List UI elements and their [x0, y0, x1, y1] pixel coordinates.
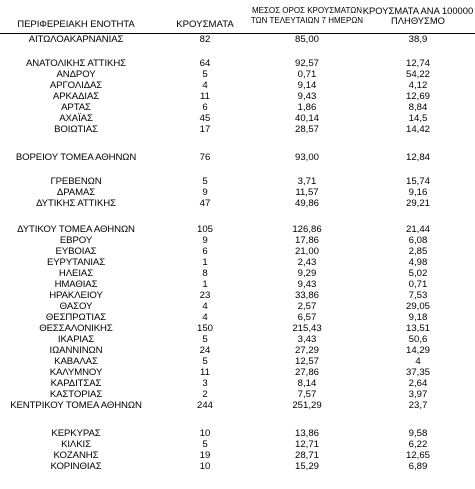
cell-region: ΘΕΣΠΡΩΤΙΑΣ: [45, 312, 107, 323]
table-row: [0, 378, 475, 389]
cell-region: ΚΟΖΑΝΗΣ: [53, 450, 99, 461]
cell-avg7: 28,57: [294, 124, 319, 135]
cell-per100k: 37,35: [405, 367, 430, 378]
table-row: [0, 428, 475, 439]
table-row: [0, 152, 475, 163]
cell-cases: 11: [200, 367, 210, 378]
cell-avg7: 9,14: [297, 80, 317, 91]
table-row: [0, 279, 475, 290]
table-row: [0, 124, 475, 135]
table-row: [0, 334, 475, 345]
table-row: [0, 257, 475, 268]
cell-region: ΑΡΚΑΔΙΑΣ: [52, 91, 100, 102]
cell-avg7: 9,29: [297, 268, 317, 279]
cell-cases: 1: [202, 257, 208, 268]
cell-avg7: 7,57: [297, 389, 317, 400]
header-cases: ΚΡΟΥΣΜΑΤΑ: [176, 19, 234, 30]
cell-region: ΑΙΤΩΛΟΑΚΑΡΝΑΝΙΑΣ: [28, 34, 124, 45]
cell-cases: 76: [199, 152, 211, 163]
cell-per100k: 29,05: [405, 301, 430, 312]
table-row: [0, 439, 475, 450]
cell-per100k: 6,89: [408, 461, 428, 472]
cell-per100k: 21,44: [405, 224, 430, 235]
table-row: [0, 268, 475, 279]
cell-per100k: 23,7: [408, 400, 428, 411]
cell-avg7: 9,43: [297, 279, 317, 290]
table-row: [0, 235, 475, 246]
cell-cases: 4: [202, 80, 208, 91]
cell-avg7: 49,86: [294, 198, 319, 209]
cell-avg7: 215,43: [292, 323, 322, 334]
cell-cases: 10: [199, 428, 211, 439]
cell-cases: 24: [199, 345, 211, 356]
cell-region: ΚΑΣΤΟΡΙΑΣ: [49, 389, 103, 400]
cell-avg7: 92,57: [294, 58, 319, 69]
cell-cases: 5: [202, 356, 208, 367]
cell-cases: 4: [202, 312, 208, 323]
cell-per100k: 4,98: [408, 257, 428, 268]
cell-cases: 105: [196, 224, 213, 235]
cell-per100k: 29,21: [405, 198, 430, 209]
cell-region: ΗΜΑΘΙΑΣ: [54, 279, 98, 290]
cell-avg7: 2,43: [297, 257, 317, 268]
cell-region: ΗΡΑΚΛΕΙΟΥ: [49, 290, 103, 301]
cell-avg7: 2,57: [297, 301, 317, 312]
table-row: [0, 290, 475, 301]
cell-cases: 82: [199, 34, 211, 45]
cell-avg7: 0,71: [297, 69, 317, 80]
table-row: [0, 113, 475, 124]
cell-region: ΑΝΑΤΟΛΙΚΗΣ ΑΤΤΙΚΗΣ: [26, 58, 126, 69]
cell-avg7: 8,14: [297, 378, 317, 389]
cell-avg7: 12,71: [294, 439, 319, 450]
cell-per100k: 12,74: [405, 58, 430, 69]
cell-avg7: 9,43: [297, 91, 317, 102]
cell-region: ΚΕΡΚΥΡΑΣ: [51, 428, 101, 439]
cell-per100k: 5,02: [408, 268, 428, 279]
cell-cases: 9: [202, 187, 208, 198]
cell-cases: 5: [202, 69, 208, 80]
cell-region: ΑΡΤΑΣ: [61, 102, 91, 113]
cell-avg7: 6,57: [297, 312, 317, 323]
header-avg7: ΜΕΣΟΣ ΟΡΟΣ ΚΡΟΥΣΜΑΤΩΝ ΤΩΝ ΤΕΛΕΥΤΑΙΩΝ 7 ΗΜΕΡΩΝ: [250, 6, 364, 25]
cell-per100k: 7,53: [408, 290, 428, 301]
cell-cases: 17: [199, 124, 211, 135]
cell-per100k: 6,08: [408, 235, 428, 246]
cell-region: ΚΑΒΑΛΑΣ: [54, 356, 98, 367]
table-row: [0, 301, 475, 312]
cell-cases: 150: [196, 323, 213, 334]
cell-per100k: 12,65: [405, 450, 430, 461]
cell-region: ΔΥΤΙΚΟΥ ΤΟΜΕΑ ΑΘΗΝΩΝ: [17, 224, 135, 235]
table-row: [0, 356, 475, 367]
cell-per100k: 15,74: [405, 176, 430, 187]
cell-per100k: 4: [415, 356, 421, 367]
cell-per100k: 2,64: [408, 378, 428, 389]
table-header: [0, 0, 475, 32]
cell-avg7: 33,86: [294, 290, 319, 301]
cell-region: ΑΝΔΡΟΥ: [56, 69, 96, 80]
table-row: [0, 323, 475, 334]
cell-per100k: 14,5: [408, 113, 428, 124]
cell-cases: 3: [202, 378, 208, 389]
cell-avg7: 3,71: [297, 176, 317, 187]
cell-cases: 10: [199, 461, 211, 472]
table-row: [0, 91, 475, 102]
cell-per100k: 9,58: [408, 428, 428, 439]
cell-per100k: 0,71: [408, 279, 428, 290]
cell-avg7: 13,86: [294, 428, 319, 439]
table-row: [0, 58, 475, 69]
cell-region: ΒΟΡΕΙΟΥ ΤΟΜΕΑ ΑΘΗΝΩΝ: [15, 152, 137, 163]
cell-per100k: 50,6: [408, 334, 428, 345]
cell-avg7: 27,86: [294, 367, 319, 378]
cell-cases: 5: [202, 176, 208, 187]
cell-region: ΙΩΑΝΝΙΝΩΝ: [49, 345, 103, 356]
cell-per100k: 38,9: [408, 34, 428, 45]
table-row: [0, 34, 475, 45]
cell-cases: 1: [202, 279, 208, 290]
cell-per100k: 14,42: [405, 124, 430, 135]
cell-avg7: 126,86: [292, 224, 322, 235]
table-row: [0, 102, 475, 113]
table-row: [0, 246, 475, 257]
cell-per100k: 12,84: [405, 152, 430, 163]
cell-per100k: 8,84: [408, 102, 428, 113]
cell-cases: 45: [199, 113, 211, 124]
cell-region: ΚΟΡΙΝΘΙΑΣ: [50, 461, 102, 472]
cell-cases: 23: [199, 290, 211, 301]
cell-cases: 4: [202, 301, 208, 312]
table-row: [0, 367, 475, 378]
table-row: [0, 224, 475, 235]
cell-region: ΚΑΡΔΙΤΣΑΣ: [50, 378, 102, 389]
cell-region: ΗΛΕΙΑΣ: [58, 268, 94, 279]
cell-region: ΚΕΝΤΡΙΚΟΥ ΤΟΜΕΑ ΑΘΗΝΩΝ: [10, 400, 142, 411]
cell-per100k: 54,22: [405, 69, 430, 80]
cell-cases: 8: [202, 268, 208, 279]
cell-avg7: 28,71: [294, 450, 319, 461]
cell-cases: 5: [202, 334, 208, 345]
cell-avg7: 85,00: [294, 34, 319, 45]
table-row: [0, 400, 475, 411]
cell-avg7: 21,00: [294, 246, 319, 257]
cell-region: ΙΚΑΡΙΑΣ: [57, 334, 95, 345]
cell-cases: 2: [202, 389, 208, 400]
cell-per100k: 2,85: [408, 246, 428, 257]
cell-cases: 11: [200, 91, 210, 102]
cell-avg7: 251,29: [292, 400, 322, 411]
cell-cases: 47: [199, 198, 211, 209]
cell-region: ΓΡΕΒΕΝΩΝ: [50, 176, 102, 187]
table-row: [0, 187, 475, 198]
cell-cases: 244: [196, 400, 213, 411]
cell-avg7: 12,57: [294, 356, 319, 367]
cell-region: ΚΑΛΥΜΝΟΥ: [49, 367, 103, 378]
cell-avg7: 27,29: [294, 345, 319, 356]
table-row: [0, 198, 475, 209]
cell-per100k: 4,12: [408, 80, 428, 91]
table-row: [0, 69, 475, 80]
cell-per100k: 12,69: [405, 91, 430, 102]
table-row: [0, 450, 475, 461]
cell-region: ΒΟΙΩΤΙΑΣ: [54, 124, 98, 135]
cell-avg7: 3,43: [297, 334, 317, 345]
cell-region: ΔΡΑΜΑΣ: [56, 187, 96, 198]
cell-per100k: 9,18: [408, 312, 428, 323]
cell-cases: 5: [202, 439, 208, 450]
cell-avg7: 15,29: [294, 461, 319, 472]
table-row: [0, 389, 475, 400]
table-row: [0, 312, 475, 323]
cell-cases: 9: [202, 235, 208, 246]
cell-per100k: 9,16: [408, 187, 428, 198]
header-per100k: ΚΡΟΥΣΜΑΤΑ ΑΝΑ 100000 ΠΛΗΘΥΣΜΟ: [362, 5, 474, 26]
cell-avg7: 11,57: [295, 187, 319, 198]
cell-cases: 64: [199, 58, 211, 69]
cell-per100k: 3,97: [408, 389, 428, 400]
cell-region: ΕΥΡΥΤΑΝΙΑΣ: [46, 257, 106, 268]
cell-region: ΑΡΓΟΛΙΔΑΣ: [49, 80, 103, 91]
cell-avg7: 40,14: [294, 113, 319, 124]
cell-cases: 6: [202, 102, 208, 113]
cell-per100k: 13,51: [405, 323, 430, 334]
cell-region: ΘΕΣΣΑΛΟΝΙΚΗΣ: [39, 323, 113, 334]
cell-avg7: 17,86: [294, 235, 319, 246]
cell-region: ΑΧΑΪΑΣ: [59, 113, 93, 124]
cell-region: ΕΒΡΟΥ: [59, 235, 93, 246]
table-row: [0, 345, 475, 356]
cell-per100k: 14,29: [405, 345, 430, 356]
table-row: [0, 80, 475, 91]
cell-avg7: 93,00: [294, 152, 319, 163]
cell-per100k: 6,22: [408, 439, 428, 450]
cell-region: ΘΑΣΟΥ: [59, 301, 93, 312]
header-region: ΠΕΡΙΦΕΡΕΙΑΚΗ ΕΝΟΤΗΤΑ: [17, 19, 135, 30]
cell-cases: 19: [199, 450, 211, 461]
cell-cases: 6: [202, 246, 208, 257]
table-row: [0, 461, 475, 472]
cell-avg7: 1,86: [297, 102, 317, 113]
cell-region: ΔΥΤΙΚΗΣ ΑΤΤΙΚΗΣ: [36, 198, 116, 209]
table-row: [0, 176, 475, 187]
cell-region: ΕΥΒΟΙΑΣ: [55, 246, 97, 257]
cell-region: ΚΙΛΚΙΣ: [61, 439, 91, 450]
